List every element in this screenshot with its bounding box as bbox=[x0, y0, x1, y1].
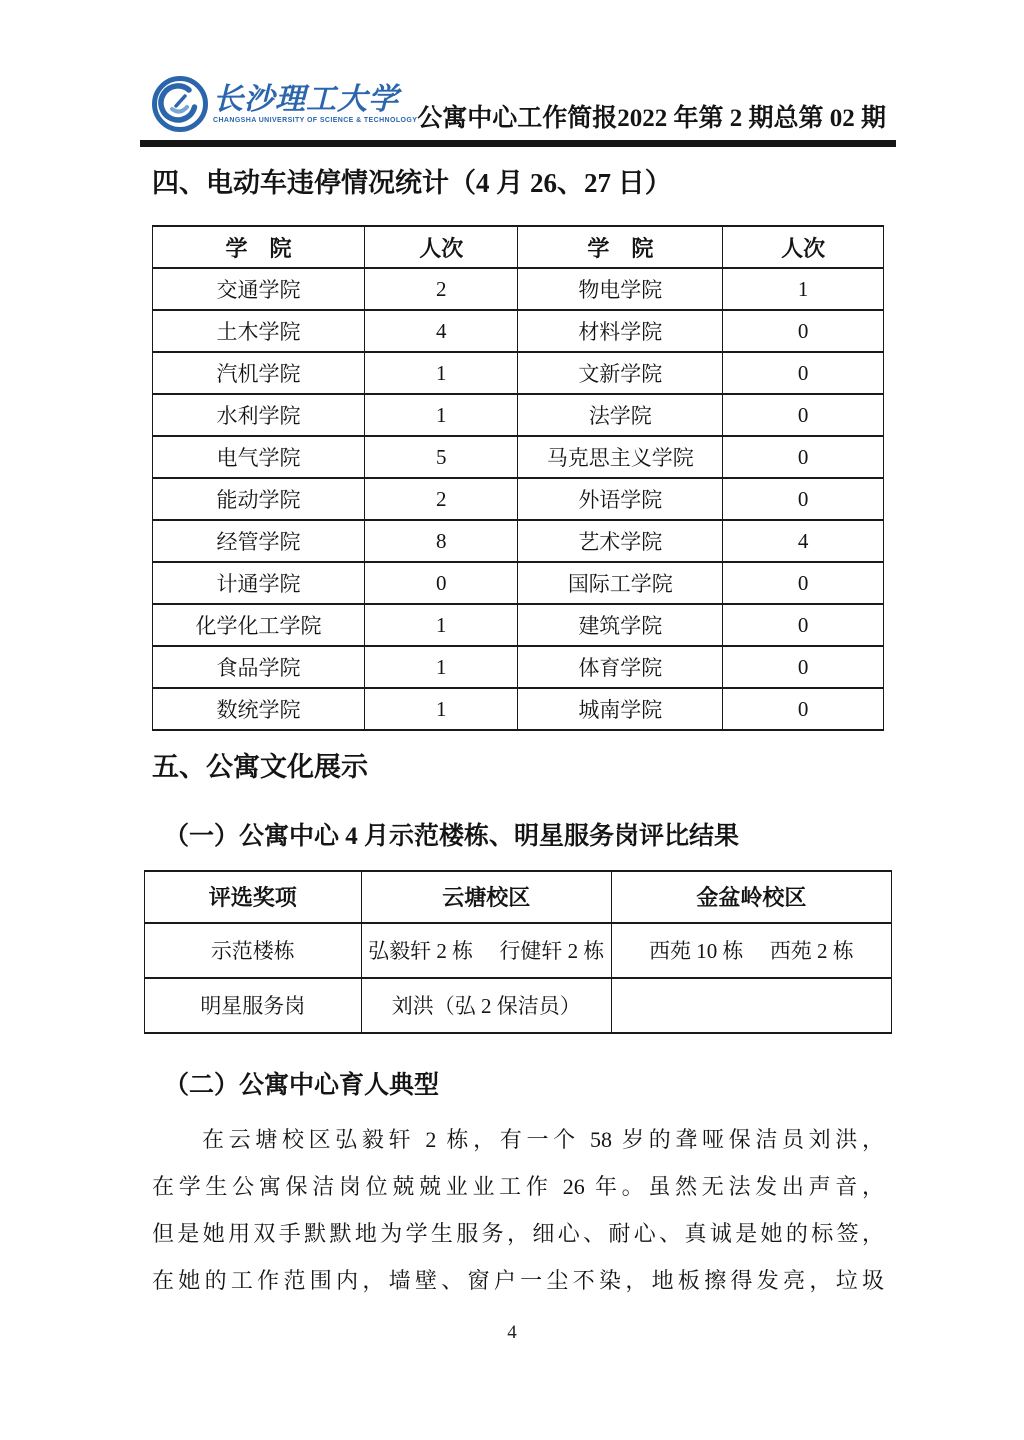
college-cell: 水利学院 bbox=[153, 394, 365, 436]
column-header: 评选奖项 bbox=[145, 871, 362, 923]
college-cell: 经管学院 bbox=[153, 520, 365, 562]
university-name-cn: 长沙理工大学 bbox=[213, 82, 399, 116]
table-row bbox=[153, 688, 884, 730]
university-name-en: CHANGSHA UNIVERSITY OF SCIENCE & TECHNOLOGY bbox=[213, 116, 418, 124]
count-cell: 1 bbox=[364, 688, 518, 730]
college-cell: 食品学院 bbox=[153, 646, 365, 688]
count-cell: 0 bbox=[364, 562, 518, 604]
count-cell: 0 bbox=[723, 646, 884, 688]
count-cell: 0 bbox=[723, 478, 884, 520]
count-cell: 4 bbox=[364, 310, 518, 352]
count-cell: 1 bbox=[723, 268, 884, 310]
section4-title: 四、电动车违停情况统计（4 月 26、27 日） bbox=[152, 168, 672, 198]
paragraph-line: 在云塘校区弘毅轩 2 栋，有一个 58 岁的聋哑保洁员刘洪， bbox=[202, 1127, 884, 1153]
table-row bbox=[153, 604, 884, 646]
count-cell: 0 bbox=[723, 310, 884, 352]
table-row bbox=[153, 646, 884, 688]
college-cell: 计通学院 bbox=[153, 562, 365, 604]
paragraph-line: 但是她用双手默默地为学生服务，细心、耐心、真诚是她的标签， bbox=[152, 1221, 884, 1247]
count-cell: 1 bbox=[364, 646, 518, 688]
count-cell: 0 bbox=[723, 562, 884, 604]
college-cell: 数统学院 bbox=[153, 688, 365, 730]
body-paragraph bbox=[152, 1116, 884, 1304]
count-cell: 0 bbox=[723, 604, 884, 646]
college-cell: 土木学院 bbox=[153, 310, 365, 352]
table-row bbox=[153, 268, 884, 310]
bulletin-title: 公寓中心工作简报 bbox=[417, 104, 618, 132]
count-cell: 2 bbox=[364, 478, 518, 520]
award-name-cell: 明星服务岗 bbox=[145, 978, 362, 1033]
masthead bbox=[152, 74, 887, 132]
university-emblem-icon bbox=[152, 76, 208, 132]
award-table bbox=[144, 870, 892, 1034]
college-cell: 文新学院 bbox=[518, 352, 723, 394]
campus-result-cell: 西苑 10 栋 西苑 2 栋 bbox=[611, 923, 891, 978]
page-number: 4 bbox=[507, 1322, 517, 1343]
college-cell: 建筑学院 bbox=[518, 604, 723, 646]
count-cell: 0 bbox=[723, 436, 884, 478]
college-cell: 化学化工学院 bbox=[153, 604, 365, 646]
violation-stats-table bbox=[152, 225, 884, 731]
count-cell: 1 bbox=[364, 604, 518, 646]
table-row bbox=[153, 436, 884, 478]
table-row bbox=[153, 478, 884, 520]
page-content bbox=[152, 74, 887, 1304]
column-header: 金盆岭校区 bbox=[611, 871, 891, 923]
table-row bbox=[145, 923, 892, 978]
count-cell: 8 bbox=[364, 520, 518, 562]
table-row bbox=[153, 394, 884, 436]
college-cell: 外语学院 bbox=[518, 478, 723, 520]
campus-result-cell: 弘毅轩 2 栋 行健轩 2 栋 bbox=[361, 923, 611, 978]
column-header: 学 院 bbox=[518, 226, 723, 268]
count-cell: 0 bbox=[723, 352, 884, 394]
college-cell: 能动学院 bbox=[153, 478, 365, 520]
award-name-cell: 示范楼栋 bbox=[145, 923, 362, 978]
college-cell: 艺术学院 bbox=[518, 520, 723, 562]
table-row bbox=[153, 562, 884, 604]
college-cell: 材料学院 bbox=[518, 310, 723, 352]
college-cell: 法学院 bbox=[518, 394, 723, 436]
college-cell: 城南学院 bbox=[518, 688, 723, 730]
college-cell: 国际工学院 bbox=[518, 562, 723, 604]
college-cell: 体育学院 bbox=[518, 646, 723, 688]
college-cell: 马克思主义学院 bbox=[518, 436, 723, 478]
count-cell: 2 bbox=[364, 268, 518, 310]
campus-result-cell bbox=[611, 978, 891, 1033]
subsection1-title: （一）公寓中心 4 月示范楼栋、明星服务岗评比结果 bbox=[164, 823, 740, 851]
table-header-row bbox=[153, 226, 884, 268]
college-cell: 汽机学院 bbox=[153, 352, 365, 394]
table-row bbox=[153, 352, 884, 394]
count-cell: 1 bbox=[364, 394, 518, 436]
college-cell: 电气学院 bbox=[153, 436, 365, 478]
college-cell: 物电学院 bbox=[518, 268, 723, 310]
issue-info: 2022 年第 2 期总第 02 期 bbox=[617, 104, 887, 132]
university-logo bbox=[152, 76, 417, 132]
section5-title: 五、公寓文化展示 bbox=[152, 752, 368, 783]
header-divider bbox=[140, 140, 896, 147]
college-cell: 交通学院 bbox=[153, 268, 365, 310]
column-header: 学 院 bbox=[153, 226, 365, 268]
logo-text bbox=[213, 82, 418, 124]
count-cell: 4 bbox=[723, 520, 884, 562]
column-header: 人次 bbox=[364, 226, 518, 268]
paragraph-line: 在学生公寓保洁岗位兢兢业业工作 26 年。虽然无法发出声音， bbox=[152, 1174, 884, 1200]
table-row bbox=[153, 310, 884, 352]
column-header: 人次 bbox=[723, 226, 884, 268]
count-cell: 5 bbox=[364, 436, 518, 478]
campus-result-cell: 刘洪（弘 2 保洁员） bbox=[361, 978, 611, 1033]
table-row bbox=[145, 978, 892, 1033]
count-cell: 0 bbox=[723, 688, 884, 730]
paragraph-line: 在她的工作范围内，墙壁、窗户一尘不染，地板擦得发亮，垃圾 bbox=[152, 1268, 884, 1294]
column-header: 云塘校区 bbox=[361, 871, 611, 923]
count-cell: 0 bbox=[723, 394, 884, 436]
subsection2-title: （二）公寓中心育人典型 bbox=[164, 1071, 440, 1099]
table-header-row bbox=[145, 871, 892, 923]
count-cell: 1 bbox=[364, 352, 518, 394]
table-row bbox=[153, 520, 884, 562]
